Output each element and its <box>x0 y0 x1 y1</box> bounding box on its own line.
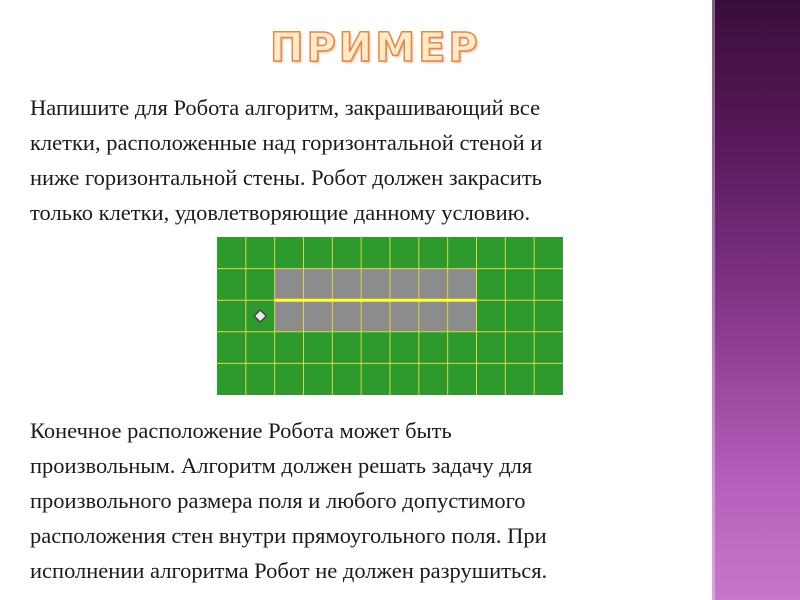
decorative-side-band <box>712 0 800 600</box>
painted-cell <box>304 300 333 332</box>
notes-line: расположения стен внутри прямоугольного поля. При <box>30 523 547 548</box>
task-text <box>30 90 710 230</box>
painted-cell <box>361 300 390 332</box>
painted-cell <box>419 269 448 301</box>
task-line: ниже горизонтальной стены. Робот должен закрасить <box>30 165 542 190</box>
notes-line: Конечное расположение Робота может быть <box>30 418 452 443</box>
painted-cell <box>304 269 333 301</box>
notes-line: произвольного размера поля и любого допустимого <box>30 488 526 513</box>
painted-cell <box>419 300 448 332</box>
painted-cell <box>448 269 477 301</box>
slide-title: ПРИМЕР <box>270 25 481 71</box>
painted-cell <box>448 300 477 332</box>
task-line: клетки, расположенные над горизонтальной стеной и <box>30 130 543 155</box>
notes-line: исполнении алгоритма Робот не должен разрушиться. <box>30 558 548 583</box>
painted-cell <box>390 300 419 332</box>
task-line: только клетки, удовлетворяющие данному условию. <box>30 200 531 225</box>
robot-field-grid <box>217 237 563 395</box>
painted-cell <box>275 300 304 332</box>
painted-cell <box>275 269 304 301</box>
task-line: Напишите для Робота алгоритм, закрашивающий все <box>30 95 541 120</box>
painted-cell <box>332 269 361 301</box>
notes-line: произвольным. Алгоритм должен решать задачу для <box>30 453 533 478</box>
notes-text <box>30 413 710 588</box>
painted-cell <box>390 269 419 301</box>
painted-cell <box>361 269 390 301</box>
painted-cell <box>332 300 361 332</box>
robot-field <box>217 237 563 395</box>
